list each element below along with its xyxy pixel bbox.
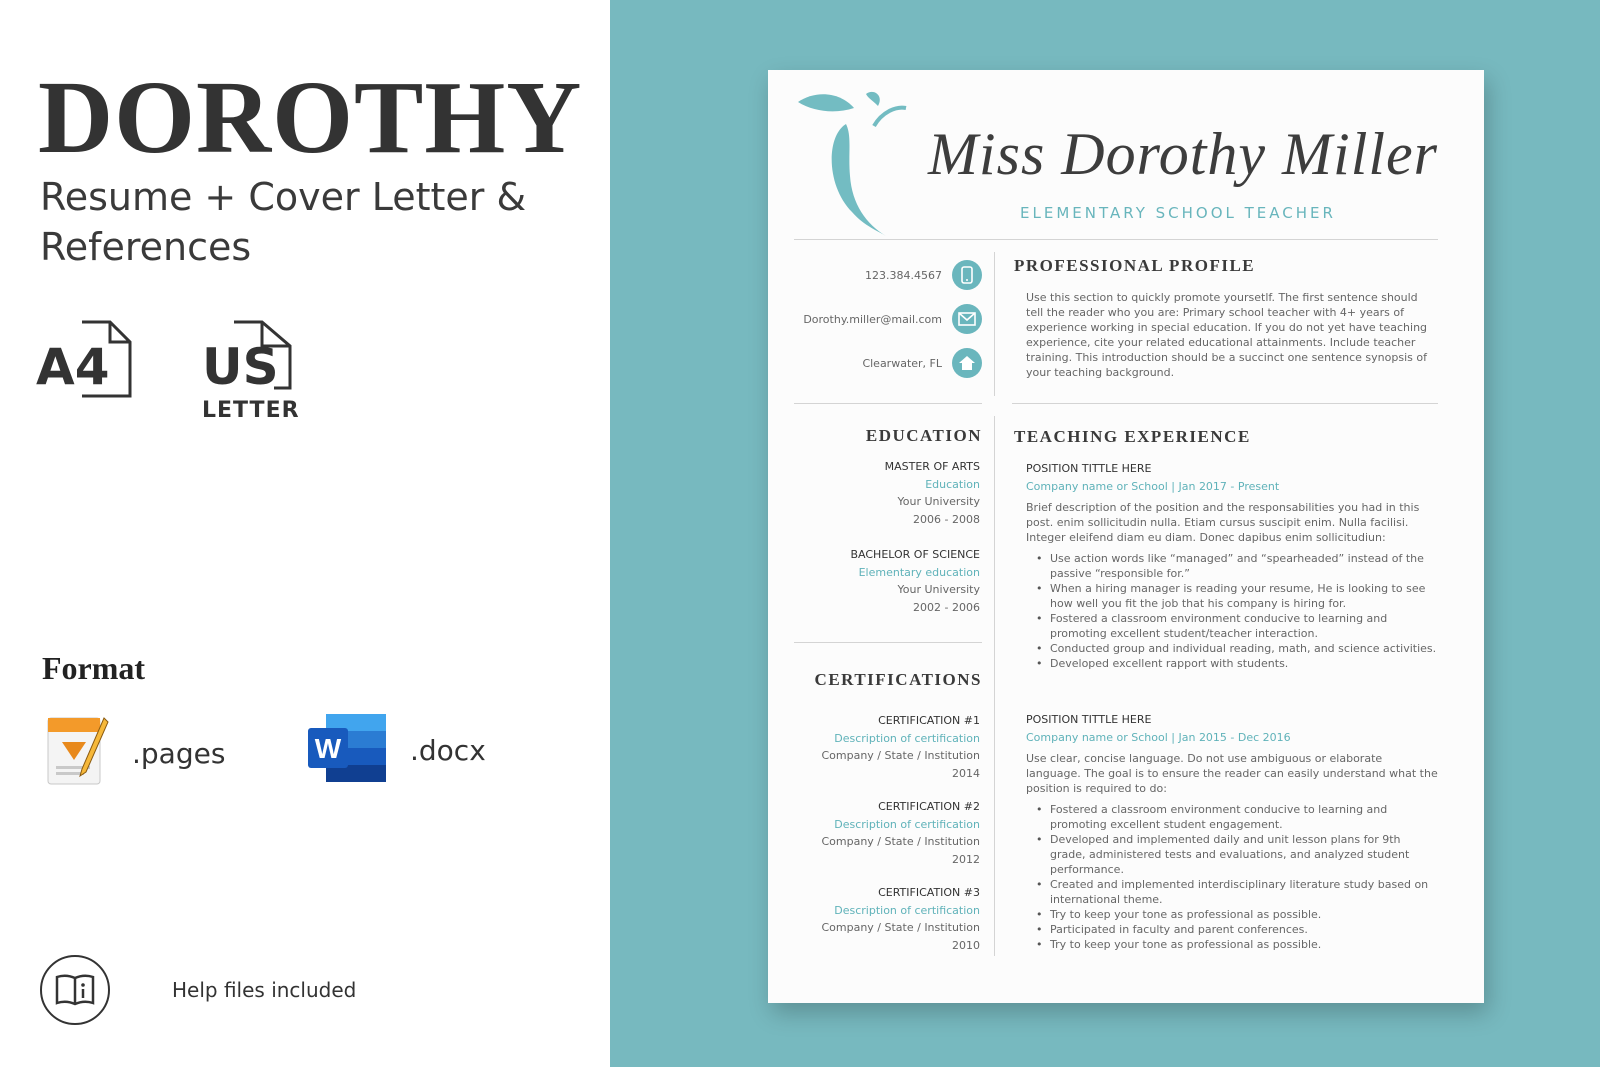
years: 2006 - 2008 bbox=[913, 512, 980, 526]
format-pages bbox=[44, 712, 225, 795]
svg-text:W: W bbox=[314, 733, 342, 764]
mail-icon bbox=[952, 304, 982, 334]
a4-label: A4 bbox=[36, 338, 110, 396]
contact-email bbox=[803, 304, 982, 334]
contact-location bbox=[862, 348, 982, 378]
brand-title: DOROTHY bbox=[38, 60, 583, 175]
bullet-item: • Fostered a classroom environment conducive to learning and promoting excellent student/teacher interaction. bbox=[1036, 611, 1438, 641]
bullet-item: • Developed excellent rapport with students. bbox=[1036, 656, 1438, 671]
education-heading: EDUCATION bbox=[865, 426, 982, 445]
word-app-icon bbox=[306, 712, 388, 789]
cert-desc: Description of certification bbox=[834, 903, 980, 917]
left-divider-2 bbox=[794, 642, 982, 643]
field: Elementary education bbox=[858, 565, 980, 579]
phone-text: 123.384.4567 bbox=[865, 268, 942, 282]
job-bullets bbox=[1026, 802, 1438, 952]
profile-heading: PROFESSIONAL PROFILE bbox=[1014, 256, 1256, 275]
education-item bbox=[780, 458, 980, 528]
school: Your University bbox=[897, 583, 980, 596]
docx-format-label: .docx bbox=[410, 734, 486, 767]
home-icon bbox=[952, 348, 982, 378]
bullet-item: • Created and implemented interdisciplinary literature study based on international theme. bbox=[1036, 877, 1438, 907]
cert-desc: Description of certification bbox=[834, 731, 980, 745]
contact-phone bbox=[865, 260, 982, 290]
us-label: US bbox=[202, 338, 279, 396]
cert-year: 2012 bbox=[952, 852, 980, 866]
job-company: Company name or School | Jan 2017 - Present bbox=[1026, 480, 1280, 493]
cert-name: CERTIFICATION #1 bbox=[878, 714, 980, 727]
letter-label: LETTER bbox=[202, 398, 300, 423]
resume-role: ELEMENTARY SCHOOL TEACHER bbox=[1020, 204, 1336, 222]
resume-name: Miss Dorothy Miller bbox=[927, 121, 1439, 187]
bullet-item: • Developed and implemented daily and unit lesson plans for 9th grade, administered tests and evaluations, and analyzed student performance. bbox=[1036, 832, 1438, 877]
job-position: POSITION TITTLE HERE bbox=[1026, 713, 1152, 726]
certifications-heading: CERTIFICATIONS bbox=[814, 670, 982, 689]
right-divider-1 bbox=[1012, 403, 1438, 404]
education-item bbox=[780, 546, 980, 616]
bullet-item: • Use action words like “managed” and “spearheaded” instead of the passive “responsible for.” bbox=[1036, 551, 1438, 581]
cert-desc: Description of certification bbox=[834, 817, 980, 831]
resume-sheet bbox=[768, 70, 1484, 1003]
column-divider-bottom bbox=[994, 416, 995, 956]
email-text: Dorothy.miller@mail.com bbox=[803, 312, 942, 326]
certification-item bbox=[780, 884, 980, 954]
pages-format-label: .pages bbox=[132, 737, 226, 770]
experience-heading: TEACHING EXPERIENCE bbox=[1014, 427, 1251, 446]
cert-org: Company / State / Institution bbox=[821, 921, 980, 934]
pages-app-icon bbox=[44, 712, 110, 795]
location-text: Clearwater, FL bbox=[862, 356, 942, 370]
degree: MASTER OF ARTS bbox=[884, 460, 980, 473]
promo-panel bbox=[0, 0, 610, 1067]
years: 2002 - 2006 bbox=[913, 600, 980, 614]
degree: BACHELOR OF SCIENCE bbox=[850, 548, 980, 561]
header-divider bbox=[794, 239, 1438, 240]
bullet-item: • Conducted group and individual reading, math, and science activities. bbox=[1036, 641, 1438, 656]
product-subtitle: Resume + Cover Letter & References bbox=[40, 175, 527, 269]
cert-name: CERTIFICATION #2 bbox=[878, 800, 980, 813]
cert-org: Company / State / Institution bbox=[821, 835, 980, 848]
cert-org: Company / State / Institution bbox=[821, 749, 980, 762]
cert-year: 2014 bbox=[952, 766, 980, 780]
cert-year: 2010 bbox=[952, 938, 980, 952]
job-description: Use clear, concise language. Do not use ambiguous or elaborate language. The goal is to ensure the reader can easily understand what the position is required to do: bbox=[1026, 752, 1438, 795]
job-bullets bbox=[1026, 551, 1438, 671]
certification-item bbox=[780, 798, 980, 868]
left-divider-1 bbox=[794, 403, 982, 404]
job-entry bbox=[1026, 712, 1438, 952]
bullet-item: • Try to keep your tone as professional as possible. bbox=[1036, 937, 1438, 952]
book-info-icon bbox=[40, 955, 110, 1025]
bullet-item: • Fostered a classroom environment conducive to learning and promoting excellent student engagement. bbox=[1036, 802, 1438, 832]
school: Your University bbox=[897, 495, 980, 508]
bullet-item: • Participated in faculty and parent conferences. bbox=[1036, 922, 1438, 937]
profile-text: Use this section to quickly promote yoursetlf. The first sentence should tell the reader who you are: Primary school teacher with 4+ years of experience working in special education. If you do not yet have teaching experience, cite your related educational attainments. Include teacher training. This introduction should be a succinct one sentence synopsis of your teaching background. bbox=[1026, 291, 1428, 379]
help-files bbox=[40, 955, 356, 1025]
help-files-label: Help files included bbox=[172, 978, 357, 1002]
phone-icon bbox=[952, 260, 982, 290]
job-description: Brief description of the position and the responsabilities you had in this post. enim sollicitudin nulla. Etiam cursus suscipit enim. Nulla facilisi. Integer eleifend diam eu diam. Donec dapibus enim sollicitudiun: bbox=[1026, 501, 1420, 544]
format-docx bbox=[306, 712, 486, 789]
job-company: Company name or School | Jan 2015 - Dec 2016 bbox=[1026, 731, 1291, 744]
job-position: POSITION TITTLE HERE bbox=[1026, 462, 1152, 475]
field: Education bbox=[925, 477, 980, 491]
column-divider-top bbox=[994, 252, 995, 396]
cert-name: CERTIFICATION #3 bbox=[878, 886, 980, 899]
certification-item bbox=[780, 712, 980, 782]
format-heading: Format bbox=[42, 650, 146, 686]
bullet-item: • When a hiring manager is reading your resume, He is looking to see how well you fit the job that his company is hiring for. bbox=[1036, 581, 1438, 611]
job-entry bbox=[1026, 461, 1438, 671]
bullet-item: • Try to keep your tone as professional as possible. bbox=[1036, 907, 1438, 922]
